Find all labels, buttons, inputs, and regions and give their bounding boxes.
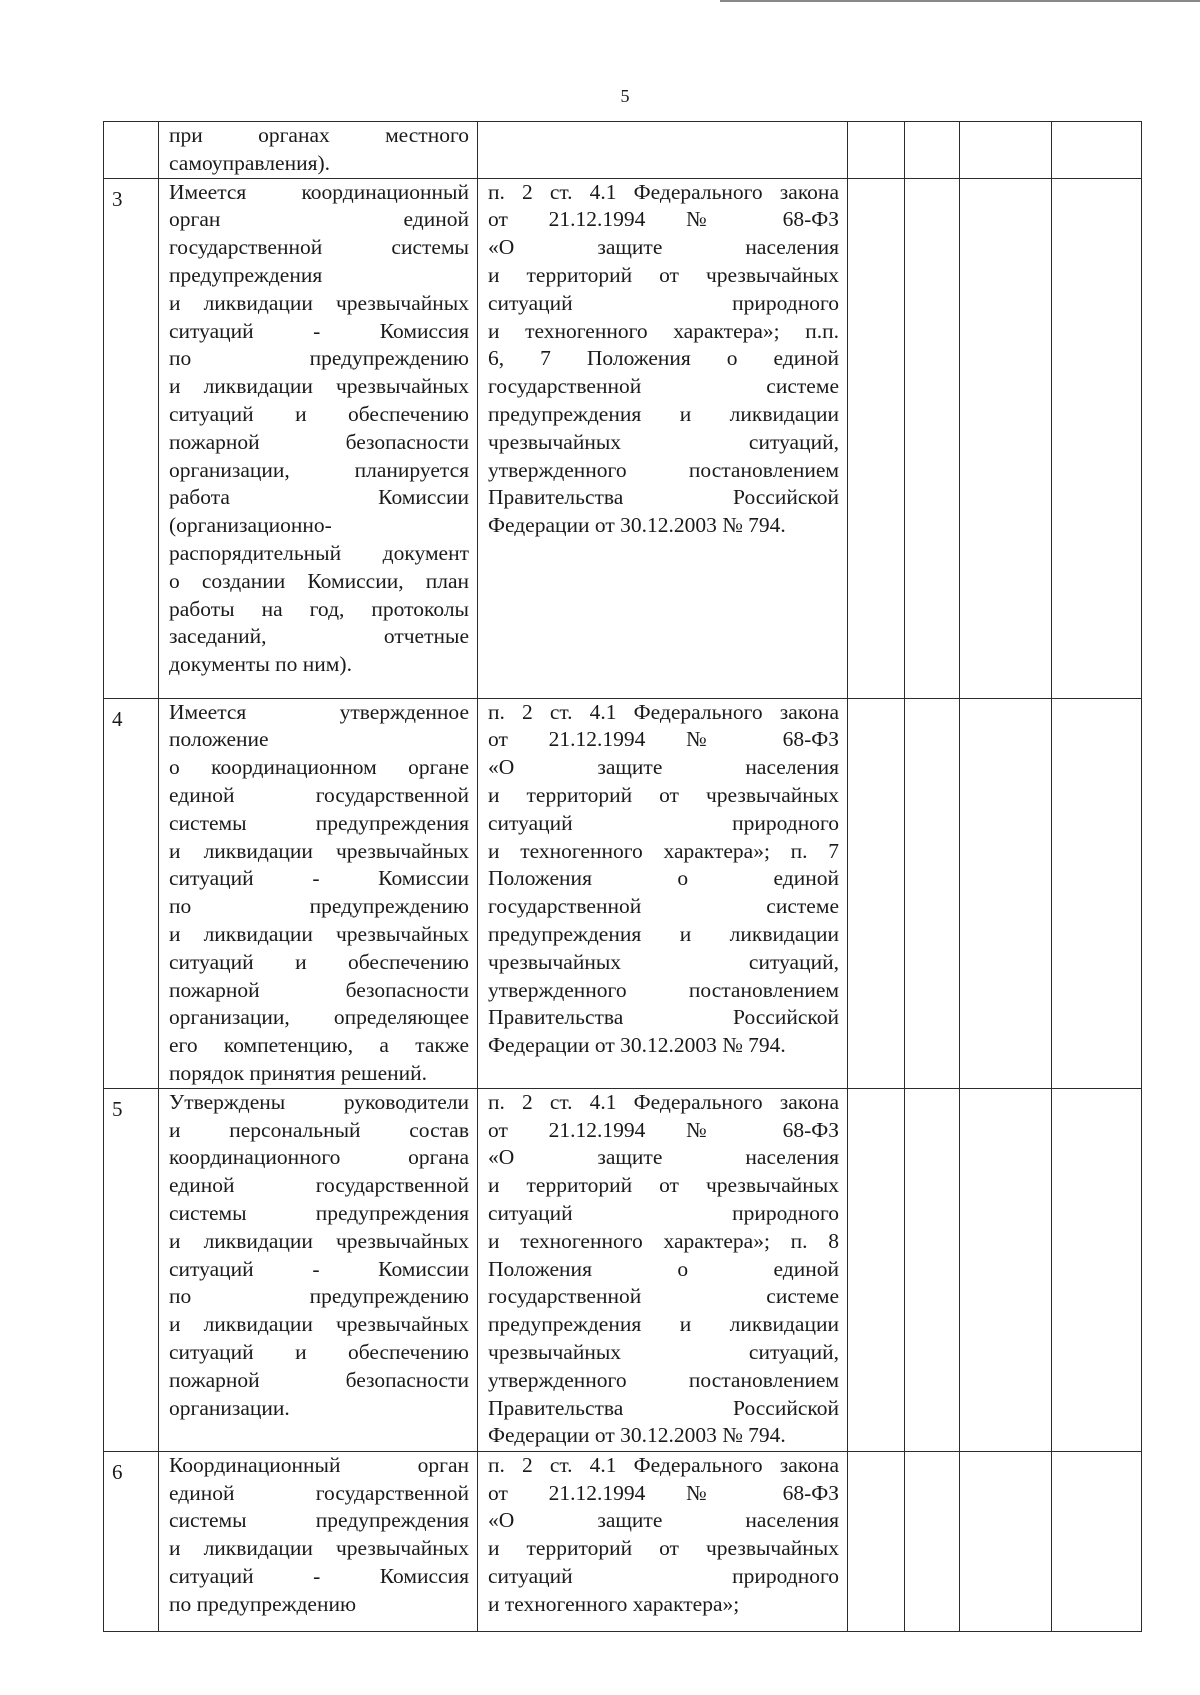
requirement-line: ситуаций и обеспечению <box>169 401 469 426</box>
requirement-line: координационного органа <box>169 1145 469 1170</box>
requirement-line: и ликвидации чрезвычайных <box>169 838 469 863</box>
requirement-line: ситуаций и обеспечению <box>169 949 469 974</box>
legal-reference-line: предупреждения и ликвидации <box>488 1312 839 1337</box>
legal-reference-line: ситуаций природного <box>488 1200 839 1225</box>
requirement-line: порядок принятия решений. <box>169 1060 428 1085</box>
requirement-line: единой государственной <box>169 1173 469 1198</box>
requirement-line: и ликвидации чрезвычайных <box>169 1536 469 1561</box>
mark-cell-b <box>905 1088 960 1451</box>
requirement-cell <box>159 122 478 179</box>
requirement-line: единой государственной <box>169 782 469 807</box>
legal-reference-line: чрезвычайных ситуаций, <box>488 429 839 454</box>
requirement-line: его компетенцию, а также <box>169 1033 469 1058</box>
mark-cell-c <box>960 122 1052 179</box>
legal-reference-line: Федерации от 30.12.2003 № 794. <box>488 1423 786 1448</box>
requirement-cell <box>159 1451 478 1631</box>
page-number: 5 <box>620 86 630 106</box>
requirement-line: работа Комиссии <box>169 485 469 510</box>
mark-cell-d <box>1052 698 1142 1088</box>
legal-reference-line: чрезвычайных ситуаций, <box>488 1339 839 1364</box>
legal-reference-line: Положения о единой <box>488 1256 839 1281</box>
requirement-line: государственной системы <box>169 235 469 260</box>
legal-reference-line: от 21.12.1994 № 68-ФЗ <box>488 207 839 232</box>
requirement-text <box>159 699 477 1088</box>
requirement-cell <box>159 698 478 1088</box>
legal-reference-line: и территорий от чрезвычайных <box>488 782 839 807</box>
legal-reference-cell <box>478 698 848 1088</box>
legal-reference-line: п. 2 ст. 4.1 Федерального закона <box>488 179 839 204</box>
legal-reference-line: от 21.12.1994 № 68-ФЗ <box>488 1480 839 1505</box>
requirement-line: о координационном органе <box>169 755 469 780</box>
legal-reference-line: п. 2 ст. 4.1 Федерального закона <box>488 1452 839 1477</box>
requirement-line: Имеется утвержденное <box>169 699 469 724</box>
legal-reference-line: Правительства Российской <box>488 1005 839 1030</box>
mark-cell-a <box>848 1088 905 1451</box>
requirement-line: организации, планируется <box>169 457 469 482</box>
requirement-text <box>159 1452 477 1619</box>
requirement-line: по предупреждению <box>169 894 469 919</box>
legal-reference-line: от 21.12.1994 № 68-ФЗ <box>488 1117 839 1142</box>
requirement-text <box>159 1089 477 1423</box>
legal-reference-line: от 21.12.1994 № 68-ФЗ <box>488 727 839 752</box>
legal-reference-line: предупреждения и ликвидации <box>488 401 839 426</box>
mark-cell-d <box>1052 178 1142 698</box>
legal-reference-line: утвержденного постановлением <box>488 457 839 482</box>
requirement-line: ситуаций - Комиссии <box>169 1256 469 1281</box>
requirement-line: ситуаций и обеспечению <box>169 1339 469 1364</box>
legal-reference-line: и территорий от чрезвычайных <box>488 1536 839 1561</box>
mark-cell-c <box>960 1088 1052 1451</box>
requirement-line: пожарной безопасности <box>169 429 469 454</box>
legal-reference-cell <box>478 122 848 179</box>
row-number-cell <box>104 1088 159 1451</box>
mark-cell-a <box>848 122 905 179</box>
mark-cell-d <box>1052 1451 1142 1631</box>
requirement-line: самоуправления). <box>169 150 331 175</box>
row-number: 4 <box>112 706 123 731</box>
legal-reference-line: п. 2 ст. 4.1 Федерального закона <box>488 1089 839 1114</box>
legal-reference-text <box>478 1452 847 1619</box>
requirement-line: пожарной безопасности <box>169 977 469 1002</box>
requirement-line: по предупреждению <box>169 1284 469 1309</box>
mark-cell-c <box>960 1451 1052 1631</box>
legal-reference-line: и техногенного характера»; п.п. <box>488 318 839 343</box>
table-row <box>104 122 1142 179</box>
checklist-table <box>103 121 1142 1632</box>
row-number-cell <box>104 178 159 698</box>
requirement-line: ситуаций - Комиссия <box>169 1563 469 1588</box>
row-number-cell <box>104 698 159 1088</box>
legal-reference-cell <box>478 1088 848 1451</box>
requirement-line: и персональный состав <box>169 1117 469 1142</box>
scan-edge <box>720 0 1200 2</box>
requirement-line: при органах местного <box>169 123 469 147</box>
legal-reference-line: ситуаций природного <box>488 810 839 835</box>
legal-reference-line: п. 2 ст. 4.1 Федерального закона <box>488 699 839 724</box>
requirement-line: о создании Комиссии, план <box>169 568 469 593</box>
requirement-line: и ликвидации чрезвычайных <box>169 374 469 399</box>
row-number <box>104 122 158 128</box>
legal-reference-line: и техногенного характера»; п. 8 <box>488 1228 839 1253</box>
legal-reference-line: государственной системе <box>488 1284 839 1309</box>
requirement-line: предупреждения <box>169 262 323 287</box>
legal-reference-text <box>478 179 847 540</box>
legal-reference-line: чрезвычайных ситуаций, <box>488 949 839 974</box>
legal-reference-line: государственной системе <box>488 374 839 399</box>
legal-reference-cell <box>478 178 848 698</box>
row-number: 3 <box>112 186 123 211</box>
table-row <box>104 1451 1142 1631</box>
requirement-line: Координационный орган <box>169 1452 469 1477</box>
legal-reference-line: Правительства Российской <box>488 485 839 510</box>
mark-cell-c <box>960 698 1052 1088</box>
legal-reference-line: Положения о единой <box>488 866 839 891</box>
legal-reference-line: «О защите населения <box>488 755 839 780</box>
mark-cell-b <box>905 122 960 179</box>
mark-cell-b <box>905 698 960 1088</box>
requirement-line: системы предупреждения <box>169 1200 469 1225</box>
requirement-line: пожарной безопасности <box>169 1367 469 1392</box>
row-number-cell <box>104 122 159 179</box>
legal-reference-line: «О защите населения <box>488 1145 839 1170</box>
legal-reference-line: предупреждения и ликвидации <box>488 921 839 946</box>
mark-cell-d <box>1052 1088 1142 1451</box>
legal-reference-line: 6, 7 Положения о единой <box>488 346 839 371</box>
requirement-line: (организационно- <box>169 513 332 538</box>
legal-reference-line: ситуаций природного <box>488 1563 839 1588</box>
legal-reference-line: Федерации от 30.12.2003 № 794. <box>488 1033 786 1058</box>
requirement-line: Утверждены руководители <box>169 1089 469 1114</box>
row-number: 6 <box>112 1459 123 1484</box>
requirement-line: орган единой <box>169 207 469 232</box>
requirement-line: единой государственной <box>169 1480 469 1505</box>
legal-reference-line: утвержденного постановлением <box>488 977 839 1002</box>
legal-reference-line: и территорий от чрезвычайных <box>488 1173 839 1198</box>
row-number-cell <box>104 1451 159 1631</box>
requirement-cell <box>159 178 478 698</box>
legal-reference-line: и территорий от чрезвычайных <box>488 262 839 287</box>
legal-reference-text <box>478 1089 847 1450</box>
legal-reference-line: ситуаций природного <box>488 290 839 315</box>
requirement-line: и ликвидации чрезвычайных <box>169 290 469 315</box>
legal-reference-line: «О защите населения <box>488 1508 839 1533</box>
legal-reference-line: и техногенного характера»; п. 7 <box>488 838 839 863</box>
requirement-line: работы на год, протоколы <box>169 596 469 621</box>
legal-reference-line: государственной системе <box>488 894 839 919</box>
requirement-line: Имеется координационный <box>169 179 469 204</box>
legal-reference-text <box>478 699 847 1060</box>
requirement-text <box>159 122 477 178</box>
requirement-line: организации, определяющее <box>169 1005 469 1030</box>
requirement-line: системы предупреждения <box>169 1508 469 1533</box>
table-row <box>104 1088 1142 1451</box>
mark-cell-c <box>960 178 1052 698</box>
legal-reference-line: «О защите населения <box>488 235 839 260</box>
requirement-line: и ликвидации чрезвычайных <box>169 1228 469 1253</box>
table-row <box>104 698 1142 1088</box>
legal-reference-line: утвержденного постановлением <box>488 1367 839 1392</box>
table-row <box>104 178 1142 698</box>
mark-cell-a <box>848 698 905 1088</box>
requirement-line: по предупреждению <box>169 346 469 371</box>
requirement-line: положение <box>169 727 269 752</box>
requirement-line: и ликвидации чрезвычайных <box>169 921 469 946</box>
legal-reference-line: Федерации от 30.12.2003 № 794. <box>488 513 786 538</box>
mark-cell-a <box>848 1451 905 1631</box>
requirement-text <box>159 179 477 679</box>
legal-reference-cell <box>478 1451 848 1631</box>
requirement-line: системы предупреждения <box>169 810 469 835</box>
requirement-line: заседаний, отчетные <box>169 624 469 649</box>
legal-reference-line: и техногенного характера»; <box>488 1591 740 1616</box>
row-number: 5 <box>112 1096 123 1121</box>
requirement-line: распорядительный документ <box>169 540 469 565</box>
mark-cell-b <box>905 1451 960 1631</box>
requirement-line: и ликвидации чрезвычайных <box>169 1312 469 1337</box>
legal-reference-line: Правительства Российской <box>488 1395 839 1420</box>
mark-cell-a <box>848 178 905 698</box>
mark-cell-b <box>905 178 960 698</box>
mark-cell-d <box>1052 122 1142 179</box>
requirement-cell <box>159 1088 478 1451</box>
requirement-line: организации. <box>169 1395 290 1420</box>
requirement-line: документы по ним). <box>169 652 352 677</box>
table-body <box>104 122 1142 1632</box>
requirement-line: ситуаций - Комиссии <box>169 866 469 891</box>
requirement-line: по предупреждению <box>169 1591 357 1616</box>
requirement-line: ситуаций - Комиссия <box>169 318 469 343</box>
